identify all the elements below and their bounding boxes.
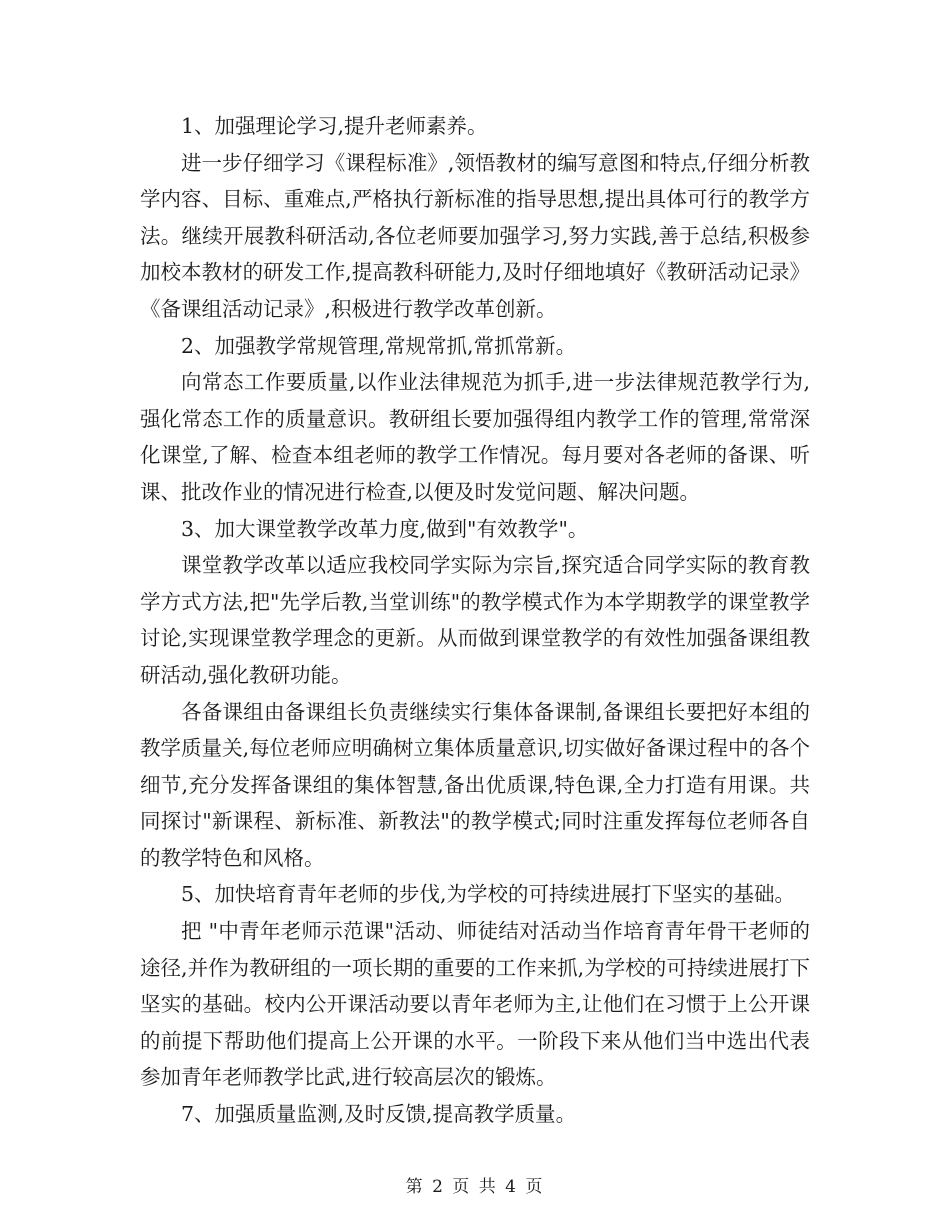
paragraph: 向常态工作要质量,以作业法律规范为抓手,进一步法律规范教学行为,强化常态工作的质量意识。教研组长要加强得组内教学工作的管理,常常深化课堂,了解、检查本组老师的教学工作情况。每月要对各老师的备课、听课、批改作业的情况进行检查,以便及时发觉问题、解决问题。: [140, 370, 810, 504]
paragraph: 课堂教学改革以适应我校同学实际为宗旨,探究适合同学实际的教育教学方式方法,把"先学后教,当堂训练"的教学模式作为本学期教学的课堂教学讨论,实现课堂教学理念的更新。从而做到课堂教学的有效性加强备课组教研活动,强化教研功能。: [140, 553, 810, 687]
paragraph: 把 "中青年老师示范课"活动、师徒结对活动当作培育青年骨干老师的途径,并作为教研组的一项长期的重要的工作来抓,为学校的可持续进展打下坚实的基础。校内公开课活动要以青年老师为主,让他们在习惯于上公开课的前提下帮助他们提高上公开课的水平。一阶段下来从他们当中选出代表参加青年老师教学比武,进行较高层次的锻炼。: [140, 919, 810, 1090]
page-number-footer: 第 2 页 共 4 页: [405, 1177, 545, 1197]
heading-5: 5、加快培育青年老师的步伐,为学校的可持续进展打下坚实的基础。: [181, 882, 796, 907]
heading-1: 1、加强理论学习,提升老师素养。: [181, 114, 488, 138]
heading-7: 7、加强质量监测,及时反馈,提高教学质量。: [181, 1102, 577, 1127]
heading-2: 2、加强教学常规管理,常规常抓,常抓常新。: [181, 333, 577, 358]
document-body: [140, 108, 810, 1133]
paragraph: 进一步仔细学习《课程标准》,领悟教材的编写意图和特点,仔细分析教学内容、目标、重难点,严格执行新标准的指导思想,提出具体可行的教学方法。继续开展教科研活动,各位老师要加强学习,努力实践,善于总结,积极参加校本教材的研发工作,提高教科研能力,及时仔细地填好《教研活动记录》《备课组活动记录》,积极进行教学改革创新。: [140, 150, 810, 321]
paragraph: 各备课组由备课组长负责继续实行集体备课制,备课组长要把好本组的教学质量关,每位老师应明确树立集体质量意识,切实做好备课过程中的各个细节,充分发挥备课组的集体智慧,备出优质课,特色课,全力打造有用课。共同探讨"新课程、新标准、新教法"的教学模式;同时注重发挥每位老师各自的教学特色和风格。: [140, 699, 810, 870]
heading-3: 3、加大课堂教学改革力度,做到"有效教学"。: [181, 516, 589, 541]
